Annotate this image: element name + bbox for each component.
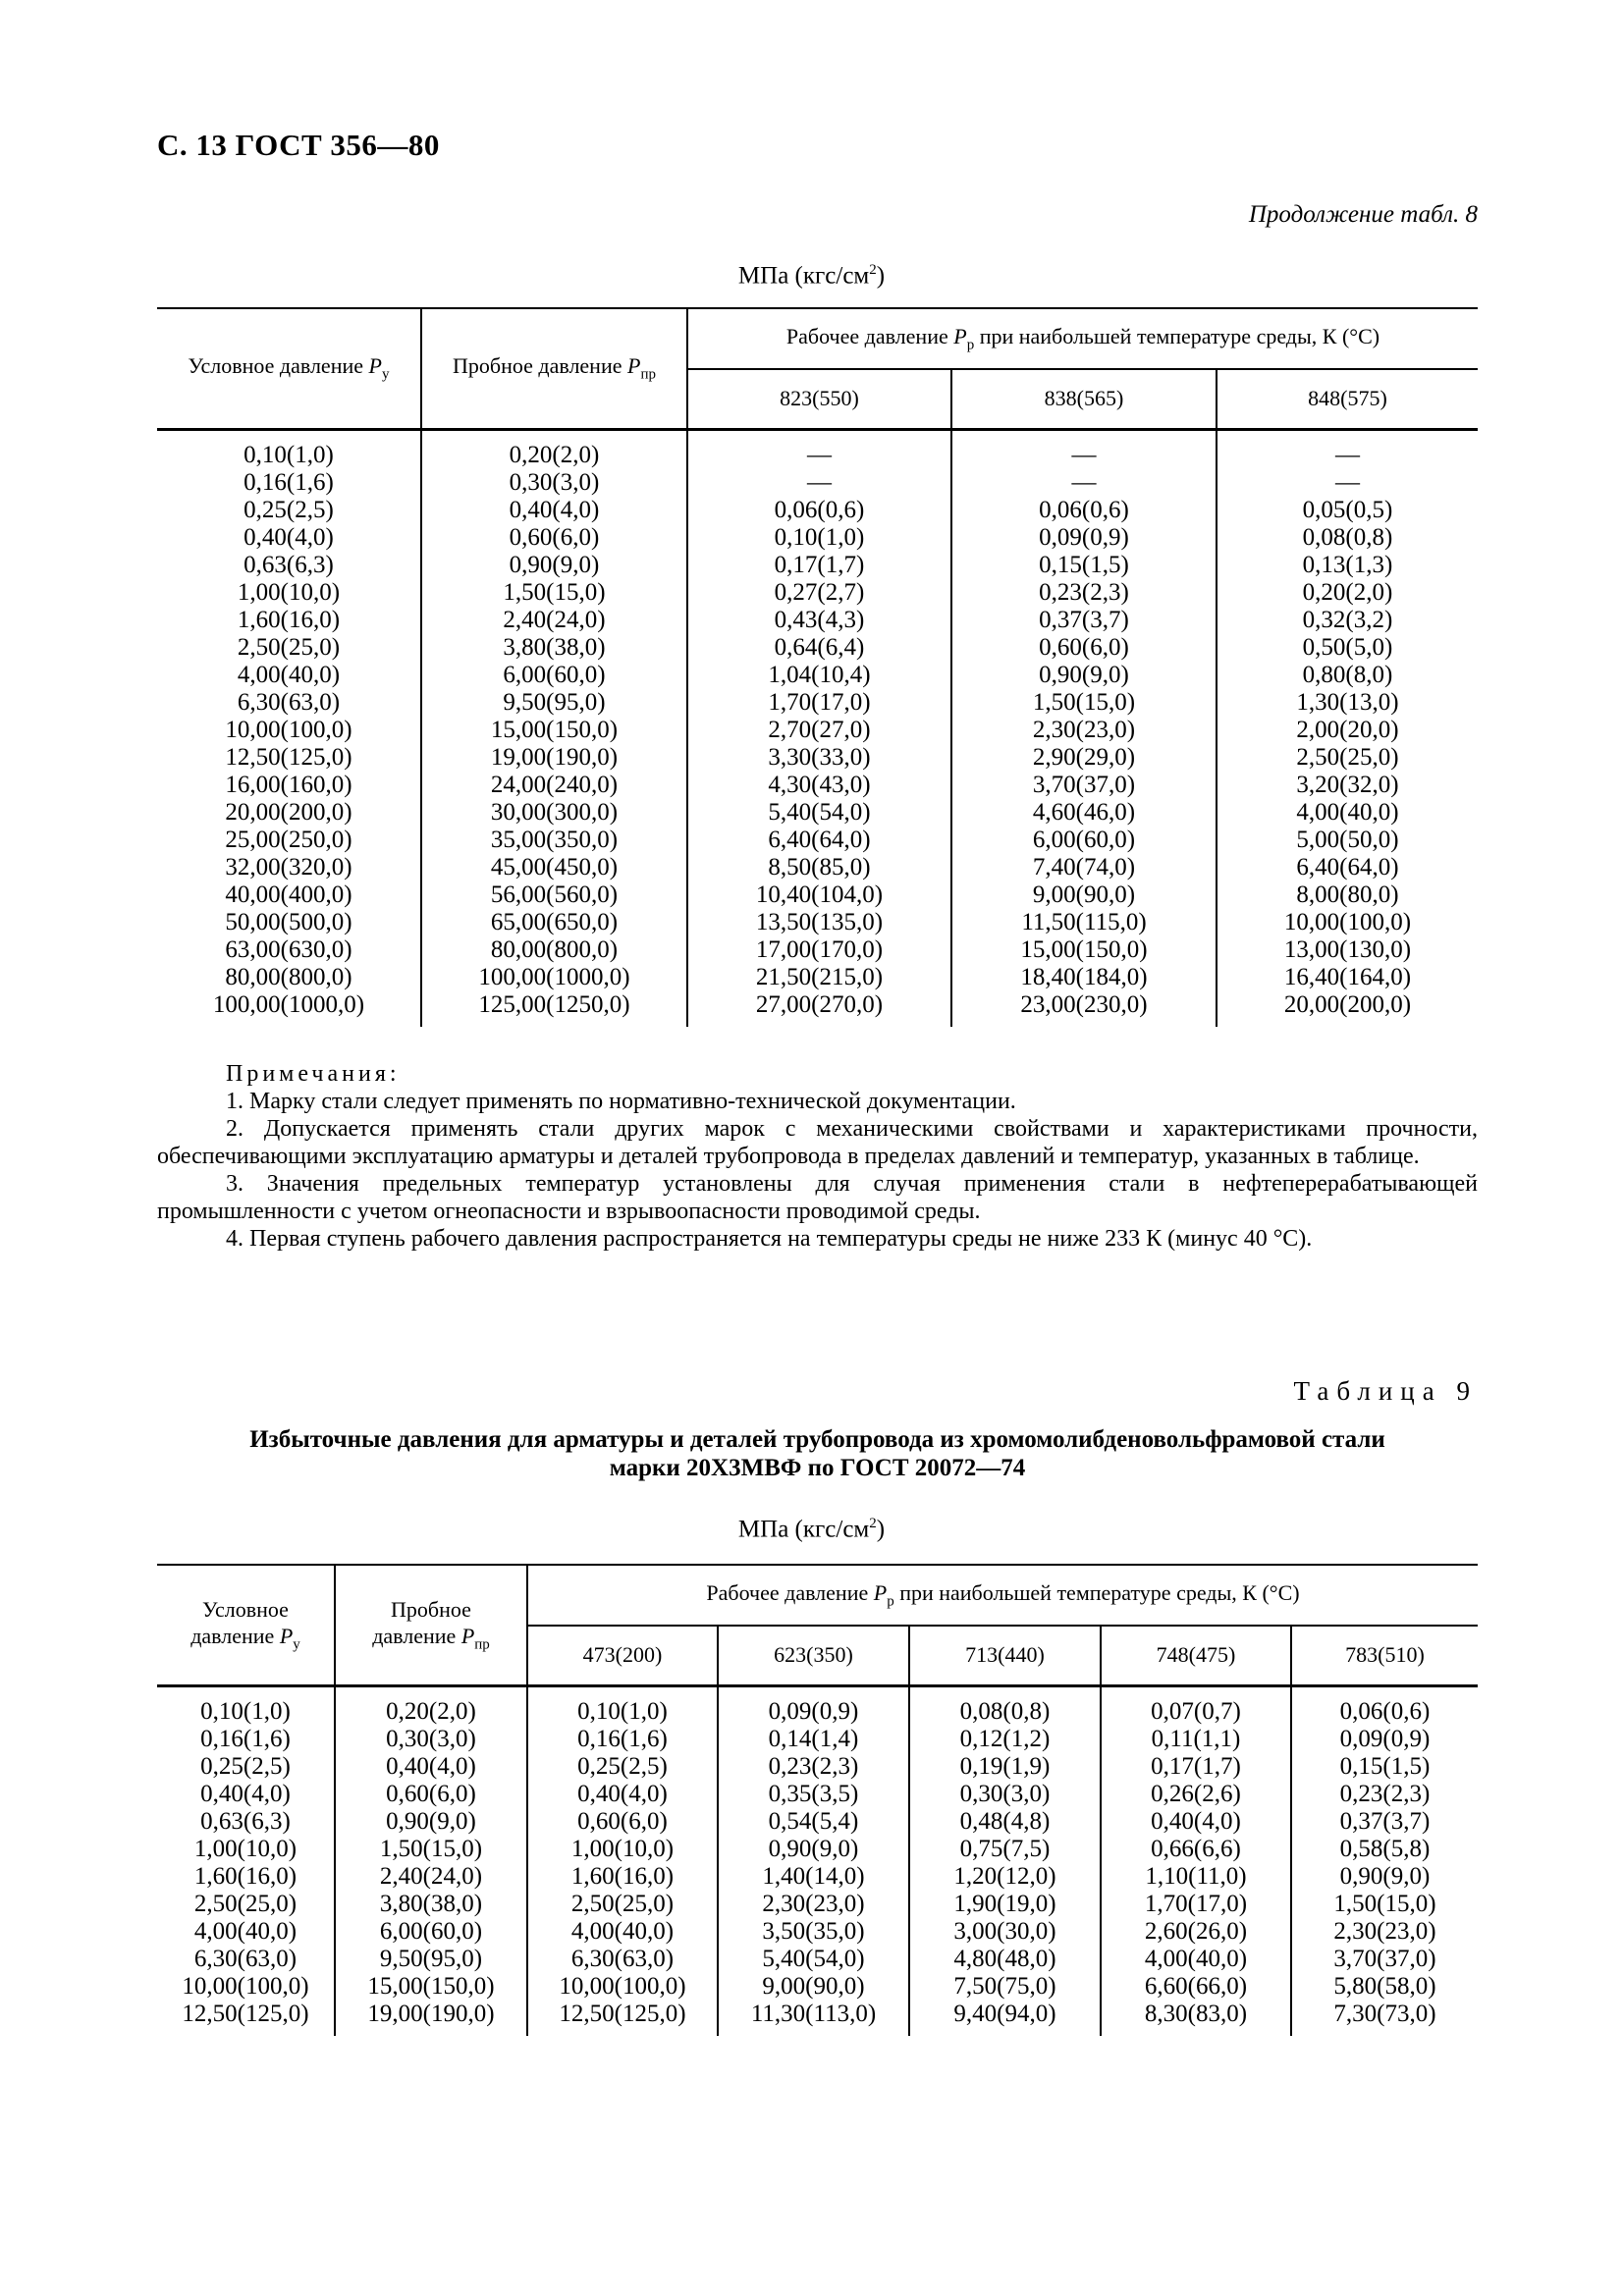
table-cell: 0,64(6,4): [774, 634, 865, 661]
table-cell: 0,15(1,5): [1039, 552, 1129, 578]
table-cell: 2,50(25,0): [237, 634, 341, 661]
table-cell: 6,30(63,0): [570, 1946, 675, 1972]
table-cell: 0,37(3,7): [1039, 607, 1129, 633]
table-cell: —: [1071, 469, 1097, 496]
table-cell: 20,00(200,0): [225, 799, 352, 826]
table-cell: 4,80(48,0): [953, 1946, 1056, 1972]
table-cell: 11,50(115,0): [1021, 909, 1147, 935]
table-cell: 6,30(63,0): [193, 1946, 298, 1972]
table-cell: 18,40(184,0): [1020, 964, 1148, 990]
table8-column-test: [422, 442, 686, 1019]
table-cell: 80,00(800,0): [225, 964, 352, 990]
table-cell: 7,30(73,0): [1333, 2001, 1436, 2027]
table-cell: 6,40(64,0): [1296, 854, 1399, 881]
table-cell: 10,00(100,0): [559, 1973, 686, 2000]
table-cell: 0,90(9,0): [386, 1808, 476, 1835]
table-cell: 1,00(10,0): [570, 1836, 675, 1862]
table-cell: 0,15(1,5): [1339, 1753, 1431, 1780]
table-cell: 1,70(17,0): [1144, 1891, 1248, 1917]
table9-header-temp: 713(440): [965, 1642, 1045, 1668]
table-cell: 20,00(200,0): [1283, 991, 1412, 1018]
table-cell: 0,19(1,9): [959, 1753, 1051, 1780]
table-cell: 0,63(6,3): [200, 1808, 291, 1835]
table-cell: 0,40(4,0): [243, 524, 334, 551]
table-cell: 3,00(30,0): [953, 1918, 1056, 1945]
table-cell: 1,30(13,0): [1296, 689, 1399, 716]
table-cell: 24,00(240,0): [490, 772, 619, 798]
table9-column-783: [1292, 1698, 1478, 2028]
table-cell: 2,50(25,0): [1296, 744, 1399, 771]
table8-header-temp: 823(550): [780, 386, 859, 411]
table-cell: 1,50(15,0): [1333, 1891, 1436, 1917]
table-cell: 45,00(450,0): [490, 854, 619, 881]
table-cell: 0,09(0,9): [1339, 1726, 1431, 1752]
table-cell: 1,70(17,0): [768, 689, 871, 716]
table-cell: 0,17(1,7): [1151, 1753, 1241, 1780]
table-cell: 0,20(2,0): [386, 1698, 476, 1725]
table-cell: 0,06(0,6): [1339, 1698, 1431, 1725]
table-cell: 0,14(1,4): [768, 1726, 859, 1752]
table-cell: 0,08(0,8): [959, 1698, 1051, 1725]
table-cell: 0,16(1,6): [577, 1726, 668, 1752]
table-cell: 1,90(19,0): [953, 1891, 1056, 1917]
table-cell: 23,00(230,0): [1020, 991, 1148, 1018]
table-cell: 30,00(300,0): [490, 799, 619, 826]
table-cell: 3,80(38,0): [379, 1891, 483, 1917]
table-cell: 0,10(1,0): [774, 524, 865, 551]
table-cell: 12,50(125,0): [182, 2001, 309, 2027]
table-cell: 13,50(135,0): [755, 909, 884, 935]
table-cell: 4,60(46,0): [1032, 799, 1136, 826]
table8-header-rule: [157, 428, 1478, 431]
table9-header-rule: [157, 1684, 1478, 1687]
table-cell: 0,11(1,1): [1151, 1726, 1241, 1752]
table9-title: Избыточные давления для арматуры и деталей трубопровода из хромомолибденовольфрамовой стали марки 20Х3МВФ по ГОСТ 20072—74: [249, 1426, 1385, 1481]
table9-column-473: [528, 1698, 717, 2028]
table-cell: —: [1335, 442, 1360, 468]
table9-header-nominal: Условное давление $P_у$: [190, 1597, 300, 1652]
table-cell: 125,00(1250,0): [478, 991, 630, 1018]
table-cell: 6,00(60,0): [379, 1918, 483, 1945]
table-cell: 4,30(43,0): [768, 772, 871, 798]
table8-header-working: Рабочее давление $P_р$ при наибольшей температуре среды, К (°С): [785, 323, 1380, 353]
table-cell: 0,50(5,0): [1302, 634, 1393, 661]
table-cell: 0,54(5,4): [768, 1808, 859, 1835]
table-cell: 0,40(4,0): [1151, 1808, 1241, 1835]
table-cell: 0,26(2,6): [1151, 1781, 1241, 1807]
table-cell: 25,00(250,0): [225, 827, 352, 853]
table-cell: 0,48(4,8): [959, 1808, 1051, 1835]
table-cell: —: [1335, 469, 1360, 496]
table-cell: 15,00(150,0): [367, 1973, 495, 2000]
table9-column-713: [910, 1698, 1100, 2028]
table-cell: 7,40(74,0): [1032, 854, 1136, 881]
table-cell: —: [807, 442, 832, 468]
table-cell: 2,30(23,0): [1032, 717, 1136, 743]
table9-header-test: Пробное давление $P_{пр}$: [372, 1597, 490, 1652]
table8-header-nominal: Условное давление $P_у$: [188, 353, 390, 383]
table8-column-838: [952, 442, 1216, 1019]
table-cell: 2,30(23,0): [1333, 1918, 1436, 1945]
table-cell: 2,70(27,0): [768, 717, 871, 743]
note-1: 1. Марку стали следует применять по нормативно-технической документации.: [226, 1089, 1016, 1114]
table-cell: 0,16(1,6): [200, 1726, 291, 1752]
note-2: 2. Допускается применять стали других марок с механическими свойствами и характеристиками прочности, обеспечивающими эксплуатацию арматуры и деталей трубопровода в пределах давлений и температур, указанных в таблице.: [157, 1116, 1478, 1169]
table-cell: 0,60(6,0): [509, 524, 600, 551]
table-cell: 0,05(0,5): [1302, 497, 1393, 523]
table-cell: 0,40(4,0): [577, 1781, 668, 1807]
table-cell: 1,10(11,0): [1145, 1863, 1247, 1890]
table-cell: 16,00(160,0): [225, 772, 352, 798]
table-cell: 32,00(320,0): [225, 854, 352, 881]
table9-column-748: [1102, 1698, 1290, 2028]
table8-column-848: [1217, 442, 1478, 1019]
table-cell: 0,06(0,6): [1039, 497, 1129, 523]
table-cell: 9,50(95,0): [379, 1946, 483, 1972]
table-cell: 0,13(1,3): [1302, 552, 1393, 578]
table-cell: 1,00(10,0): [193, 1836, 298, 1862]
table9-header-temp: 473(200): [582, 1642, 663, 1668]
notes-block: [157, 1060, 1478, 1253]
table-cell: 0,16(1,6): [243, 469, 334, 496]
table-cell: 6,60(66,0): [1144, 1973, 1248, 2000]
table9-units: МПа $(кгс/см^2)$: [737, 1516, 886, 1543]
table-cell: 0,20(2,0): [1302, 579, 1393, 606]
table-cell: 0,30(3,0): [386, 1726, 476, 1752]
table-cell: 2,40(24,0): [379, 1863, 483, 1890]
table9-header-working: Рабочее давление $P_р$ при наибольшей температуре среды, К (°С): [706, 1579, 1300, 1610]
table-cell: 100,00(1000,0): [478, 964, 630, 990]
table-cell: 1,50(15,0): [379, 1836, 483, 1862]
table-cell: 16,40(164,0): [1283, 964, 1412, 990]
table-cell: 1,60(16,0): [570, 1863, 675, 1890]
table-cell: 0,60(6,0): [386, 1781, 476, 1807]
table-cell: 1,04(10,4): [768, 662, 871, 688]
table9-label: Таблица 9: [1293, 1376, 1478, 1406]
table-cell: 10,00(100,0): [225, 717, 352, 743]
table-cell: 3,30(33,0): [768, 744, 871, 771]
table-cell: 1,60(16,0): [237, 607, 341, 633]
table-cell: 0,40(4,0): [509, 497, 600, 523]
table9-header-temp: 748(475): [1156, 1642, 1236, 1668]
table8-column-823: [688, 442, 950, 1019]
table-cell: 100,00(1000,0): [212, 991, 365, 1018]
table-cell: 0,90(9,0): [1339, 1863, 1431, 1890]
table-cell: 10,40(104,0): [755, 881, 884, 908]
table-cell: 0,66(6,6): [1151, 1836, 1241, 1862]
table-cell: 3,50(35,0): [762, 1918, 865, 1945]
table-cell: 2,90(29,0): [1032, 744, 1136, 771]
table-cell: 9,40(94,0): [953, 2001, 1056, 2027]
table-cell: 1,50(15,0): [503, 579, 606, 606]
table-cell: 10,00(100,0): [1283, 909, 1412, 935]
table-cell: 3,70(37,0): [1333, 1946, 1436, 1972]
table-cell: 4,00(40,0): [1144, 1946, 1248, 1972]
table9-header-temp: 783(510): [1345, 1642, 1425, 1668]
table-cell: 4,00(40,0): [237, 662, 341, 688]
table-cell: 0,58(5,8): [1339, 1836, 1431, 1862]
table-cell: 21,50(215,0): [755, 964, 884, 990]
table-cell: 0,12(1,2): [959, 1726, 1051, 1752]
table-cell: 1,00(10,0): [237, 579, 341, 606]
notes-title: Примечания:: [226, 1061, 401, 1087]
table-cell: 0,90(9,0): [509, 552, 600, 578]
table-cell: 19,00(190,0): [490, 744, 619, 771]
table-cell: 1,60(16,0): [193, 1863, 298, 1890]
table-cell: 27,00(270,0): [755, 991, 884, 1018]
table-cell: 0,10(1,0): [200, 1698, 291, 1725]
table-cell: 4,00(40,0): [193, 1918, 298, 1945]
table-cell: 63,00(630,0): [225, 936, 352, 963]
table8-column-nominal: [157, 442, 420, 1019]
table-cell: 4,00(40,0): [570, 1918, 675, 1945]
table-cell: 0,17(1,7): [774, 552, 865, 578]
table-cell: 0,08(0,8): [1302, 524, 1393, 551]
table-cell: 1,50(15,0): [1032, 689, 1136, 716]
table-cell: 1,20(12,0): [953, 1863, 1056, 1890]
table-cell: 0,40(4,0): [386, 1753, 476, 1780]
table8-header-temp: 848(575): [1308, 386, 1387, 411]
table-cell: 2,50(25,0): [570, 1891, 675, 1917]
table-cell: 0,75(7,5): [959, 1836, 1051, 1862]
table-cell: 6,00(60,0): [1032, 827, 1136, 853]
table-cell: 19,00(190,0): [367, 2001, 495, 2027]
table-cell: 0,25(2,5): [577, 1753, 668, 1780]
table-cell: 0,07(0,7): [1151, 1698, 1241, 1725]
table-cell: 0,30(3,0): [959, 1781, 1051, 1807]
table-cell: 2,40(24,0): [503, 607, 606, 633]
table8-header-test: Пробное давление $P_{пр}$: [453, 353, 656, 383]
table-cell: 13,00(130,0): [1283, 936, 1412, 963]
table9-column-nominal: [157, 1698, 334, 2028]
table-cell: 0,35(3,5): [768, 1781, 859, 1807]
table-cell: 6,00(60,0): [503, 662, 606, 688]
table-cell: 0,60(6,0): [577, 1808, 668, 1835]
table-cell: 0,20(2,0): [509, 442, 600, 468]
table-cell: 5,40(54,0): [762, 1946, 865, 1972]
table-cell: —: [807, 469, 832, 496]
table-cell: 35,00(350,0): [490, 827, 619, 853]
table-cell: 0,80(8,0): [1302, 662, 1393, 688]
table-cell: 0,09(0,9): [1039, 524, 1129, 551]
table-cell: 9,00(90,0): [1032, 881, 1136, 908]
table-cell: 80,00(800,0): [490, 936, 619, 963]
table-cell: 0,63(6,3): [243, 552, 334, 578]
table-cell: 0,43(4,3): [774, 607, 865, 633]
table-cell: 40,00(400,0): [225, 881, 352, 908]
table8-units: МПа $(кгс/см^2)$: [737, 262, 886, 290]
table-cell: 0,10(1,0): [577, 1698, 668, 1725]
table-cell: 7,50(75,0): [953, 1973, 1056, 2000]
table-cell: 6,40(64,0): [768, 827, 871, 853]
table-cell: 15,00(150,0): [1020, 936, 1148, 963]
table-cell: 56,00(560,0): [490, 881, 619, 908]
table-cell: 0,90(9,0): [1039, 662, 1129, 688]
table-cell: 8,30(83,0): [1144, 2001, 1248, 2027]
table-cell: 0,37(3,7): [1339, 1808, 1431, 1835]
table-cell: 0,09(0,9): [768, 1698, 859, 1725]
table-cell: 12,50(125,0): [559, 2001, 686, 2027]
page-header: С. 13 ГОСТ 356—80: [157, 128, 440, 162]
table-cell: 17,00(170,0): [755, 936, 884, 963]
note-4: 4. Первая ступень рабочего давления распространяется на температуры среды не ниже 233 К (минус 40 °С).: [226, 1226, 1313, 1252]
table-cell: —: [1071, 442, 1097, 468]
table-cell: 0,40(4,0): [200, 1781, 291, 1807]
table-cell: 0,27(2,7): [774, 579, 865, 606]
table-cell: 6,30(63,0): [237, 689, 341, 716]
note-3: 3. Значения предельных температур установлены для случая применения стали в нефтеперерабатывающей промышленности с учетом огнеопасности и взрывоопасности проводимой среды.: [157, 1171, 1478, 1224]
table-cell: 0,23(2,3): [1039, 579, 1129, 606]
table-cell: 15,00(150,0): [490, 717, 619, 743]
table-cell: 0,06(0,6): [774, 497, 865, 523]
table-cell: 9,50(95,0): [503, 689, 606, 716]
table-cell: 0,10(1,0): [243, 442, 334, 468]
table-cell: 8,00(80,0): [1296, 881, 1399, 908]
table-cell: 3,80(38,0): [503, 634, 606, 661]
table9-column-test: [336, 1698, 526, 2028]
table-cell: 2,60(26,0): [1144, 1918, 1248, 1945]
table-cell: 5,80(58,0): [1333, 1973, 1436, 2000]
table-cell: 5,40(54,0): [768, 799, 871, 826]
table-cell: 0,32(3,2): [1302, 607, 1393, 633]
table-cell: 3,70(37,0): [1032, 772, 1136, 798]
table-cell: 50,00(500,0): [225, 909, 352, 935]
table9-header-temp: 623(350): [774, 1642, 853, 1668]
table-cell: 10,00(100,0): [182, 1973, 309, 2000]
table-cell: 2,50(25,0): [193, 1891, 298, 1917]
table-cell: 8,50(85,0): [768, 854, 871, 881]
table-cell: 0,25(2,5): [243, 497, 334, 523]
table-cell: 0,60(6,0): [1039, 634, 1129, 661]
table-cell: 2,30(23,0): [762, 1891, 865, 1917]
table-cell: 9,00(90,0): [762, 1973, 865, 2000]
table-cell: 0,90(9,0): [768, 1836, 859, 1862]
table-cell: 5,00(50,0): [1296, 827, 1399, 853]
table-cell: 0,23(2,3): [768, 1753, 859, 1780]
table-continuation-label: Продолжение табл. 8: [1248, 201, 1478, 228]
table-cell: 2,00(20,0): [1296, 717, 1399, 743]
table-cell: 0,23(2,3): [1339, 1781, 1431, 1807]
table-cell: 11,30(113,0): [750, 2001, 877, 2027]
table-cell: 0,30(3,0): [509, 469, 600, 496]
table-cell: 0,25(2,5): [200, 1753, 291, 1780]
table-cell: 65,00(650,0): [490, 909, 619, 935]
table-cell: 12,50(125,0): [225, 744, 352, 771]
table9-column-623: [719, 1698, 908, 2028]
table-cell: 4,00(40,0): [1296, 799, 1399, 826]
table-cell: 3,20(32,0): [1296, 772, 1399, 798]
table8-header-temp: 838(565): [1044, 386, 1124, 411]
table-cell: 1,40(14,0): [762, 1863, 865, 1890]
